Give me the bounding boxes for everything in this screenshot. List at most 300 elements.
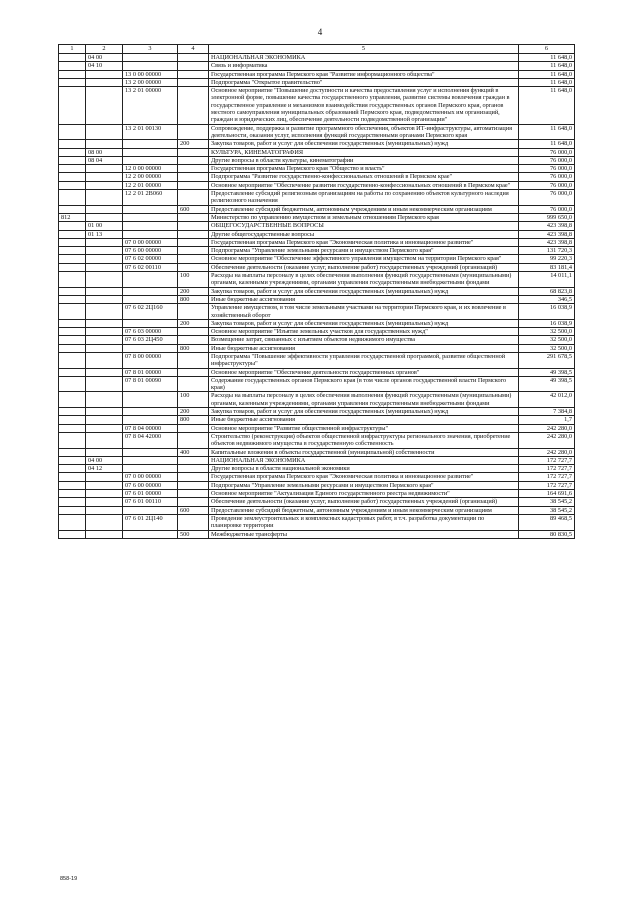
- amount-cell: 49 398,5: [519, 376, 575, 392]
- item-name-cell: Расходы на выплаты персоналу в целях обеспечения выполнения функций государственными (муниципальными) органами, казенными учреждениями, органами управления государственными внебюджетными фондами: [209, 392, 519, 408]
- amount-cell: 76 000,0: [519, 165, 575, 173]
- amount-cell: 76 000,0: [519, 190, 575, 206]
- ministry-code-cell: [59, 456, 86, 464]
- section-code-cell: [86, 304, 123, 320]
- expense-type-cell: [178, 376, 209, 392]
- item-name-cell: Капитальные вложения в объекты государственной (муниципальной) собственности: [209, 448, 519, 456]
- section-code-cell: [86, 213, 123, 221]
- ministry-code-cell: [59, 448, 86, 456]
- table-row: [59, 222, 575, 230]
- section-code-cell: [86, 247, 123, 255]
- target-article-cell: [123, 272, 178, 288]
- table-row: [59, 287, 575, 295]
- section-code-cell: [86, 392, 123, 408]
- expense-type-cell: [178, 473, 209, 481]
- expense-type-cell: [178, 490, 209, 498]
- section-code-cell: [86, 124, 123, 140]
- section-code-cell: [86, 328, 123, 336]
- expense-type-cell: 100: [178, 272, 209, 288]
- table-row: [59, 416, 575, 424]
- target-article-cell: 07 8 01 00090: [123, 376, 178, 392]
- ministry-code-cell: [59, 287, 86, 295]
- target-article-cell: [123, 156, 178, 164]
- item-name-cell: Государственная программа Пермского края "Экономическая политика и инновационное развитие": [209, 473, 519, 481]
- table-row: [59, 255, 575, 263]
- expense-type-cell: [178, 78, 209, 86]
- amount-cell: 423 398,8: [519, 222, 575, 230]
- target-article-cell: 12 2 01 2В060: [123, 190, 178, 206]
- item-name-cell: Основное мероприятие "Развитие общественной инфраструктуры": [209, 424, 519, 432]
- target-article-cell: [123, 213, 178, 221]
- amount-cell: 346,5: [519, 295, 575, 303]
- table-row: [59, 213, 575, 221]
- section-code-cell: 01 13: [86, 230, 123, 238]
- section-code-cell: [86, 295, 123, 303]
- amount-cell: 11 648,0: [519, 87, 575, 124]
- item-name-cell: Управление имуществом, в том числе земельными участками на территории Пермского края, и их вовлечение в хозяйственный оборот: [209, 304, 519, 320]
- table-row: [59, 465, 575, 473]
- item-name-cell: Подпрограмма "Открытое правительство": [209, 78, 519, 86]
- expense-type-cell: 600: [178, 205, 209, 213]
- ministry-code-cell: [59, 344, 86, 352]
- target-article-cell: [123, 319, 178, 327]
- target-article-cell: 12 2 01 00000: [123, 181, 178, 189]
- expense-type-cell: [178, 222, 209, 230]
- item-name-cell: Предоставление субсидий бюджетным, автономным учреждениям и иным некоммерческим организациям: [209, 205, 519, 213]
- target-article-cell: 12 2 00 00000: [123, 173, 178, 181]
- target-article-cell: 07 8 04 42000: [123, 432, 178, 448]
- table-row: [59, 156, 575, 164]
- table-row: [59, 352, 575, 368]
- column-header: 2: [86, 45, 123, 54]
- section-code-cell: 04 00: [86, 54, 123, 62]
- item-name-cell: Обеспечение деятельности (оказание услуг, выполнение работ) государственных учреждений (организаций): [209, 263, 519, 271]
- section-code-cell: [86, 336, 123, 344]
- target-article-cell: [123, 344, 178, 352]
- table-row: [59, 473, 575, 481]
- ministry-code-cell: [59, 530, 86, 538]
- ministry-code-cell: [59, 376, 86, 392]
- item-name-cell: Государственная программа Пермского края "Экономическая политика и инновационное развитие": [209, 238, 519, 246]
- table-row: [59, 295, 575, 303]
- ministry-code-cell: [59, 173, 86, 181]
- ministry-code-cell: [59, 78, 86, 86]
- table-row: [59, 263, 575, 271]
- item-name-cell: Другие вопросы в области национальной экономики: [209, 465, 519, 473]
- section-code-cell: [86, 87, 123, 124]
- target-article-cell: 07 6 00 00000: [123, 247, 178, 255]
- amount-cell: 423 398,8: [519, 238, 575, 246]
- section-code-cell: [86, 165, 123, 173]
- target-article-cell: [123, 506, 178, 514]
- table-row: [59, 87, 575, 124]
- expense-type-cell: [178, 238, 209, 246]
- section-code-cell: [86, 70, 123, 78]
- amount-cell: 11 648,0: [519, 78, 575, 86]
- ministry-code-cell: [59, 408, 86, 416]
- target-article-cell: 07 6 02 2Ц160: [123, 304, 178, 320]
- target-article-cell: [123, 140, 178, 148]
- amount-cell: 76 000,0: [519, 148, 575, 156]
- target-article-cell: 12 0 00 00000: [123, 165, 178, 173]
- expense-type-cell: [178, 148, 209, 156]
- ministry-code-cell: [59, 54, 86, 62]
- amount-cell: 11 648,0: [519, 140, 575, 148]
- expense-type-cell: [178, 62, 209, 70]
- expense-type-cell: 600: [178, 506, 209, 514]
- ministry-code-cell: [59, 498, 86, 506]
- table-row: [59, 173, 575, 181]
- expense-type-cell: [178, 54, 209, 62]
- section-code-cell: [86, 173, 123, 181]
- item-name-cell: Другие вопросы в области культуры, кинематографии: [209, 156, 519, 164]
- ministry-code-cell: [59, 62, 86, 70]
- target-article-cell: [123, 295, 178, 303]
- item-name-cell: Закупка товаров, работ и услуг для обеспечения государственных (муниципальных) нужд: [209, 140, 519, 148]
- expense-type-cell: [178, 70, 209, 78]
- section-code-cell: [86, 263, 123, 271]
- ministry-code-cell: 812: [59, 213, 86, 221]
- item-name-cell: Иные бюджетные ассигнования: [209, 344, 519, 352]
- section-code-cell: [86, 78, 123, 86]
- expense-type-cell: [178, 304, 209, 320]
- table-row: [59, 181, 575, 189]
- amount-cell: 242 280,0: [519, 424, 575, 432]
- item-name-cell: Основное мероприятие "Повышение доступности и качества предоставления услуг и исполнения функций в электронной форме, повышение качества государственного управления, развитие системы вовлечения граждан в государственное управление и механизмов взаимодействия государственных органов Пермского края, органов местного самоуправления муниципальных образований Пермского края, подведомственных им организаций, граждан и юридических лиц, обеспечение деятельности подведомственной организации": [209, 87, 519, 124]
- item-name-cell: Подпрограмма "Управление земельными ресурсами и имуществом Пермского края": [209, 481, 519, 489]
- ministry-code-cell: [59, 255, 86, 263]
- expense-type-cell: [178, 165, 209, 173]
- amount-cell: 76 000,0: [519, 181, 575, 189]
- amount-cell: 172 727,7: [519, 481, 575, 489]
- target-article-cell: 13 2 01 00000: [123, 87, 178, 124]
- target-article-cell: [123, 416, 178, 424]
- budget-table: [58, 44, 575, 539]
- expense-type-cell: [178, 247, 209, 255]
- target-article-cell: 07 8 04 00000: [123, 424, 178, 432]
- target-article-cell: 07 6 01 00110: [123, 498, 178, 506]
- expense-type-cell: 200: [178, 319, 209, 327]
- ministry-code-cell: [59, 473, 86, 481]
- amount-cell: 89 468,5: [519, 514, 575, 530]
- target-article-cell: [123, 222, 178, 230]
- table-row: [59, 514, 575, 530]
- item-name-cell: Связь и информатика: [209, 62, 519, 70]
- table-row: [59, 344, 575, 352]
- section-code-cell: [86, 140, 123, 148]
- expense-type-cell: [178, 328, 209, 336]
- amount-cell: 14 011,1: [519, 272, 575, 288]
- item-name-cell: НАЦИОНАЛЬНАЯ ЭКОНОМИКА: [209, 456, 519, 464]
- ministry-code-cell: [59, 124, 86, 140]
- item-name-cell: Подпрограмма "Развитие государственно-конфессиональных отношений в Пермском крае": [209, 173, 519, 181]
- item-name-cell: Подпрограмма "Управление земельными ресурсами и имуществом Пермского края": [209, 247, 519, 255]
- expense-type-cell: [178, 432, 209, 448]
- item-name-cell: Другие общегосударственные вопросы: [209, 230, 519, 238]
- item-name-cell: Государственная программа Пермского края "Общество и власть": [209, 165, 519, 173]
- section-code-cell: [86, 238, 123, 246]
- amount-cell: 32 500,0: [519, 344, 575, 352]
- item-name-cell: Содержание государственных органов Пермского края (в том числе органов государственной власти Пермского края): [209, 376, 519, 392]
- amount-cell: 76 000,0: [519, 205, 575, 213]
- section-code-cell: [86, 190, 123, 206]
- column-header: 5: [209, 45, 519, 54]
- table-row: [59, 78, 575, 86]
- section-code-cell: [86, 205, 123, 213]
- expense-type-cell: [178, 255, 209, 263]
- section-code-cell: [86, 319, 123, 327]
- ministry-code-cell: [59, 506, 86, 514]
- item-name-cell: Предоставление субсидий бюджетным, автономным учреждениям и иным некоммерческим организациям: [209, 506, 519, 514]
- item-name-cell: ОБЩЕГОСУДАРСТВЕННЫЕ ВОПРОСЫ: [209, 222, 519, 230]
- expense-type-cell: [178, 352, 209, 368]
- amount-cell: 99 220,3: [519, 255, 575, 263]
- item-name-cell: Возмещение затрат, связанных с изъятием объектов недвижимого имущества: [209, 336, 519, 344]
- expense-type-cell: [178, 230, 209, 238]
- ministry-code-cell: [59, 514, 86, 530]
- section-code-cell: [86, 448, 123, 456]
- amount-cell: 11 648,0: [519, 54, 575, 62]
- item-name-cell: Государственная программа Пермского края "Развитие информационного общества": [209, 70, 519, 78]
- expense-type-cell: [178, 181, 209, 189]
- target-article-cell: 07 8 01 00000: [123, 368, 178, 376]
- amount-cell: 49 398,5: [519, 368, 575, 376]
- amount-cell: 38 545,2: [519, 506, 575, 514]
- expense-type-cell: [178, 124, 209, 140]
- ministry-code-cell: [59, 424, 86, 432]
- item-name-cell: Министерство по управлению имуществом и земельным отношениям Пермского края: [209, 213, 519, 221]
- table-row: [59, 205, 575, 213]
- section-code-cell: 08 00: [86, 148, 123, 156]
- target-article-cell: 13 0 00 00000: [123, 70, 178, 78]
- expense-type-cell: [178, 498, 209, 506]
- section-code-cell: [86, 514, 123, 530]
- section-code-cell: 04 12: [86, 465, 123, 473]
- amount-cell: 76 000,0: [519, 173, 575, 181]
- column-header: 3: [123, 45, 178, 54]
- table-row: [59, 448, 575, 456]
- ministry-code-cell: [59, 490, 86, 498]
- table-row: [59, 124, 575, 140]
- table-row: [59, 165, 575, 173]
- target-article-cell: [123, 392, 178, 408]
- expense-type-cell: 200: [178, 140, 209, 148]
- item-name-cell: Иные бюджетные ассигнования: [209, 295, 519, 303]
- amount-cell: 83 181,4: [519, 263, 575, 271]
- target-article-cell: [123, 54, 178, 62]
- section-code-cell: [86, 432, 123, 448]
- section-code-cell: 01 00: [86, 222, 123, 230]
- section-code-cell: [86, 481, 123, 489]
- table-row: [59, 392, 575, 408]
- table-row: [59, 70, 575, 78]
- item-name-cell: Обеспечение деятельности (оказание услуг, выполнение работ) государственных учреждений (организаций): [209, 498, 519, 506]
- table-row: [59, 319, 575, 327]
- table-row: [59, 368, 575, 376]
- ministry-code-cell: [59, 392, 86, 408]
- amount-cell: 291 678,5: [519, 352, 575, 368]
- amount-cell: 32 500,0: [519, 336, 575, 344]
- table-row: [59, 506, 575, 514]
- table-row: [59, 54, 575, 62]
- ministry-code-cell: [59, 148, 86, 156]
- target-article-cell: 13 2 00 00000: [123, 78, 178, 86]
- section-code-cell: 04 00: [86, 456, 123, 464]
- section-code-cell: [86, 344, 123, 352]
- amount-cell: 42 012,0: [519, 392, 575, 408]
- item-name-cell: Основное мероприятие "Обеспечение развития государственно-конфессиональных отношений в Пермском крае": [209, 181, 519, 189]
- amount-cell: 16 038,9: [519, 304, 575, 320]
- amount-cell: 172 727,7: [519, 465, 575, 473]
- ministry-code-cell: [59, 165, 86, 173]
- page-number: 4: [317, 27, 323, 37]
- expense-type-cell: [178, 424, 209, 432]
- ministry-code-cell: [59, 295, 86, 303]
- amount-cell: 11 648,0: [519, 124, 575, 140]
- table-row: [59, 190, 575, 206]
- target-article-cell: 07 6 00 00000: [123, 481, 178, 489]
- target-article-cell: 07 6 02 00110: [123, 263, 178, 271]
- section-code-cell: [86, 181, 123, 189]
- ministry-code-cell: [59, 140, 86, 148]
- target-article-cell: 07 6 01 2Ц140: [123, 514, 178, 530]
- ministry-code-cell: [59, 181, 86, 189]
- footer-code: 858-19: [60, 876, 78, 882]
- ministry-code-cell: [59, 205, 86, 213]
- target-article-cell: [123, 148, 178, 156]
- expense-type-cell: 400: [178, 448, 209, 456]
- section-code-cell: 04 10: [86, 62, 123, 70]
- section-code-cell: [86, 424, 123, 432]
- amount-cell: 172 727,7: [519, 456, 575, 464]
- table-row: [59, 148, 575, 156]
- expense-type-cell: [178, 190, 209, 206]
- table-row: [59, 424, 575, 432]
- table-row: [59, 490, 575, 498]
- table-row: [59, 140, 575, 148]
- item-name-cell: Предоставление субсидий религиозным организациям на работы по сохранению объектов культурного наследия религиозного назначения: [209, 190, 519, 206]
- column-header: 6: [519, 45, 575, 54]
- table-row: [59, 481, 575, 489]
- section-code-cell: [86, 408, 123, 416]
- section-code-cell: [86, 473, 123, 481]
- expense-type-cell: [178, 368, 209, 376]
- ministry-code-cell: [59, 319, 86, 327]
- expense-type-cell: [178, 481, 209, 489]
- expense-type-cell: 800: [178, 344, 209, 352]
- expense-type-cell: 200: [178, 287, 209, 295]
- target-article-cell: [123, 456, 178, 464]
- target-article-cell: 07 0 00 00000: [123, 473, 178, 481]
- expense-type-cell: [178, 173, 209, 181]
- ministry-code-cell: [59, 465, 86, 473]
- item-name-cell: Закупка товаров, работ и услуг для обеспечения государственных (муниципальных) нужд: [209, 408, 519, 416]
- amount-cell: 68 823,8: [519, 287, 575, 295]
- amount-cell: 164 691,6: [519, 490, 575, 498]
- item-name-cell: Сопровождение, поддержка и развитие программного обеспечения, объектов ИТ-инфраструктуры, автоматизация деятельности, оказания услуг, исполнения функций государственными органами Пермского края: [209, 124, 519, 140]
- amount-cell: 76 000,0: [519, 156, 575, 164]
- table-row: [59, 304, 575, 320]
- amount-cell: 242 280,0: [519, 432, 575, 448]
- table-row: [59, 238, 575, 246]
- target-article-cell: [123, 465, 178, 473]
- item-name-cell: Строительство (реконструкция) объектов общественной инфраструктуры регионального значения, приобретение объектов недвижимого имущества в государственную собственность: [209, 432, 519, 448]
- item-name-cell: Иные бюджетные ассигнования: [209, 416, 519, 424]
- section-code-cell: [86, 368, 123, 376]
- target-article-cell: [123, 530, 178, 538]
- expense-type-cell: [178, 336, 209, 344]
- expense-type-cell: [178, 456, 209, 464]
- table-row: [59, 432, 575, 448]
- column-header: 4: [178, 45, 209, 54]
- section-code-cell: [86, 352, 123, 368]
- ministry-code-cell: [59, 368, 86, 376]
- expense-type-cell: 800: [178, 295, 209, 303]
- item-name-cell: НАЦИОНАЛЬНАЯ ЭКОНОМИКА: [209, 54, 519, 62]
- table-row: [59, 62, 575, 70]
- target-article-cell: 13 2 01 00130: [123, 124, 178, 140]
- table-row: [59, 247, 575, 255]
- ministry-code-cell: [59, 416, 86, 424]
- ministry-code-cell: [59, 304, 86, 320]
- item-name-cell: Закупка товаров, работ и услуг для обеспечения государственных (муниципальных) нужд: [209, 319, 519, 327]
- table-row: [59, 328, 575, 336]
- target-article-cell: [123, 448, 178, 456]
- ministry-code-cell: [59, 87, 86, 124]
- table-row: [59, 336, 575, 344]
- item-name-cell: Основное мероприятие "Изъятие земельных участков для государственных нужд": [209, 328, 519, 336]
- section-code-cell: [86, 530, 123, 538]
- amount-cell: 32 500,0: [519, 328, 575, 336]
- item-name-cell: Основное мероприятие "Актуализация Единого государственного реестра недвижимости": [209, 490, 519, 498]
- ministry-code-cell: [59, 328, 86, 336]
- amount-cell: 11 648,0: [519, 62, 575, 70]
- target-article-cell: 07 6 01 00000: [123, 490, 178, 498]
- target-article-cell: 07 6 02 00000: [123, 255, 178, 263]
- item-name-cell: КУЛЬТУРА, КИНЕМАТОГРАФИЯ: [209, 148, 519, 156]
- ministry-code-cell: [59, 190, 86, 206]
- section-code-cell: [86, 490, 123, 498]
- target-article-cell: 07 6 03 2Ц450: [123, 336, 178, 344]
- table-row: [59, 230, 575, 238]
- ministry-code-cell: [59, 263, 86, 271]
- section-code-cell: 08 04: [86, 156, 123, 164]
- item-name-cell: Основное мероприятие "Обеспечение деятельности государственных органов": [209, 368, 519, 376]
- amount-cell: 80 830,5: [519, 530, 575, 538]
- section-code-cell: [86, 376, 123, 392]
- amount-cell: 38 545,2: [519, 498, 575, 506]
- amount-cell: 999 650,0: [519, 213, 575, 221]
- table-row: [59, 272, 575, 288]
- item-name-cell: Расходы на выплаты персоналу в целях обеспечения выполнения функций государственными (муниципальными) органами, казенными учреждениями, органами управления государственными внебюджетными фондами: [209, 272, 519, 288]
- ministry-code-cell: [59, 432, 86, 448]
- table-header-row: [59, 45, 575, 54]
- item-name-cell: Закупка товаров, работ и услуг для обеспечения государственных (муниципальных) нужд: [209, 287, 519, 295]
- expense-type-cell: [178, 156, 209, 164]
- target-article-cell: [123, 287, 178, 295]
- section-code-cell: [86, 498, 123, 506]
- target-article-cell: [123, 62, 178, 70]
- section-code-cell: [86, 506, 123, 514]
- target-article-cell: [123, 408, 178, 416]
- expense-type-cell: [178, 213, 209, 221]
- amount-cell: 11 648,0: [519, 70, 575, 78]
- expense-type-cell: [178, 263, 209, 271]
- target-article-cell: 07 6 03 00000: [123, 328, 178, 336]
- table-row: [59, 530, 575, 538]
- amount-cell: 16 038,9: [519, 319, 575, 327]
- ministry-code-cell: [59, 230, 86, 238]
